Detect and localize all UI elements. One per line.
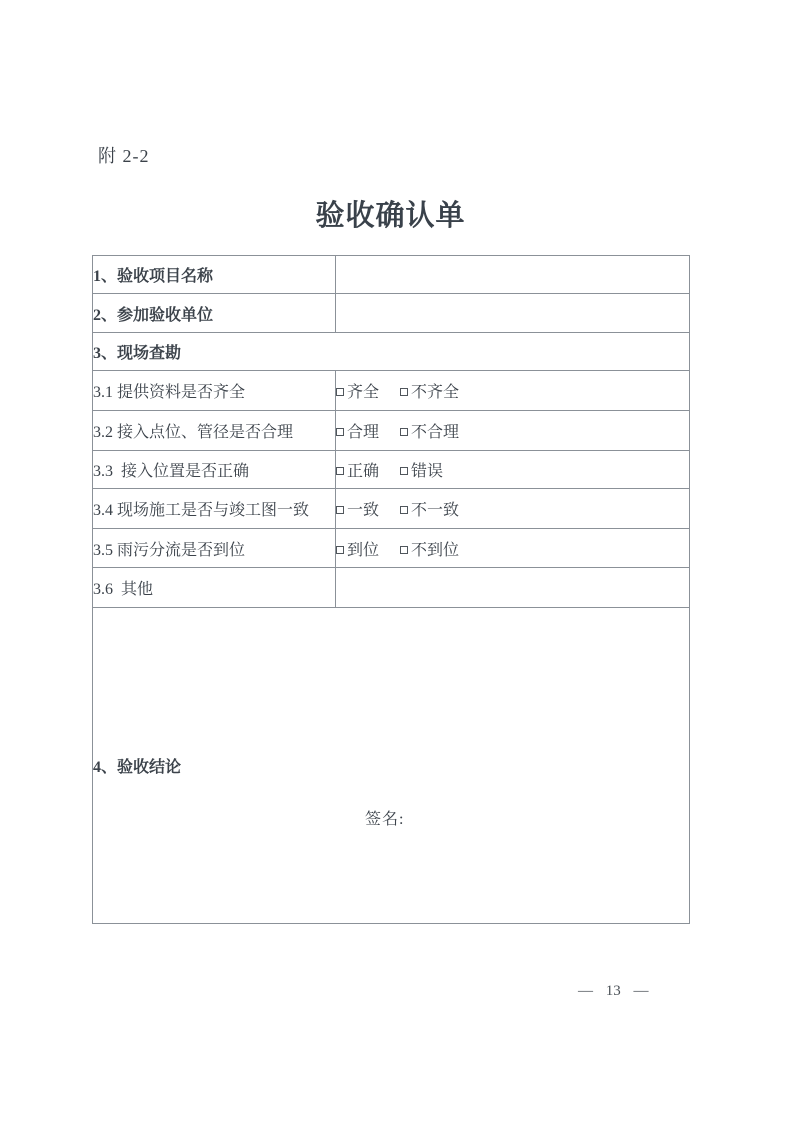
checkbox-option bbox=[400, 424, 459, 441]
checkbox-icon bbox=[400, 428, 408, 436]
checkbox-option bbox=[400, 542, 459, 559]
option-label: 不一致 bbox=[411, 502, 460, 519]
row-label-cell bbox=[93, 529, 336, 568]
attachment-label: 附 2-2 bbox=[98, 146, 150, 166]
checkbox-icon bbox=[336, 428, 344, 436]
table-row bbox=[93, 294, 690, 333]
row-value-cell bbox=[336, 371, 690, 411]
conclusion-cell bbox=[93, 608, 690, 924]
row-value-cell bbox=[336, 294, 690, 333]
row-label: 3.6 其他 bbox=[93, 581, 154, 598]
option-label: 错误 bbox=[411, 463, 444, 480]
row-label: 3、现场查勘 bbox=[93, 345, 182, 362]
option-label: 不齐全 bbox=[411, 384, 460, 401]
checkbox-icon bbox=[400, 506, 408, 514]
form-title: 验收确认单 bbox=[315, 200, 466, 232]
row-label-cell bbox=[93, 256, 336, 294]
table-row bbox=[93, 451, 690, 489]
row-value-cell bbox=[336, 489, 690, 529]
row-value-cell bbox=[336, 451, 690, 489]
row-label: 3.5 雨污分流是否到位 bbox=[93, 541, 246, 559]
option-label: 一致 bbox=[347, 502, 380, 519]
row-label-cell bbox=[93, 371, 336, 411]
row-value-cell bbox=[336, 256, 690, 294]
checkbox-icon bbox=[400, 546, 408, 554]
row-label: 3.1 提供资料是否齐全 bbox=[93, 384, 246, 401]
checkbox-icon bbox=[400, 467, 408, 475]
row-label-cell bbox=[93, 568, 336, 608]
checkbox-icon bbox=[336, 467, 344, 475]
option-label: 正确 bbox=[347, 463, 380, 480]
table-row bbox=[93, 489, 690, 529]
table-row bbox=[93, 333, 690, 371]
row-label: 3.3 接入位置是否正确 bbox=[93, 463, 250, 480]
checkbox-option bbox=[400, 463, 443, 480]
checkbox-icon bbox=[336, 506, 344, 514]
option-label: 到位 bbox=[347, 541, 380, 559]
signature-label: 签名: bbox=[365, 811, 405, 828]
checkbox-icon bbox=[400, 388, 408, 396]
option-label: 不合理 bbox=[411, 424, 460, 441]
checkbox-option bbox=[336, 463, 379, 480]
checkbox-icon bbox=[336, 388, 344, 396]
table-row bbox=[93, 529, 690, 568]
checkbox-option bbox=[336, 542, 379, 559]
row-label: 1、验收项目名称 bbox=[93, 268, 214, 285]
row-value-cell bbox=[336, 568, 690, 608]
checkbox-option bbox=[336, 384, 379, 401]
row-label-cell bbox=[93, 489, 336, 529]
row-value-cell bbox=[336, 411, 690, 451]
table-row bbox=[93, 256, 690, 294]
option-label: 合理 bbox=[347, 424, 380, 441]
row-label: 4、验收结论 bbox=[93, 759, 182, 776]
option-label: 齐全 bbox=[347, 384, 380, 401]
checkbox-option bbox=[400, 502, 459, 519]
acceptance-form-table bbox=[92, 255, 690, 924]
row-label-cell bbox=[93, 294, 336, 333]
row-label: 2、参加验收单位 bbox=[93, 306, 214, 324]
table-row bbox=[93, 608, 690, 924]
row-value-cell bbox=[336, 529, 690, 568]
table-row bbox=[93, 411, 690, 451]
row-label-cell bbox=[93, 411, 336, 451]
checkbox-option bbox=[336, 424, 379, 441]
section-header-cell bbox=[93, 333, 690, 371]
option-label: 不到位 bbox=[411, 541, 460, 559]
row-label: 3.2 接入点位、管径是否合理 bbox=[93, 424, 294, 441]
checkbox-icon bbox=[336, 546, 344, 554]
checkbox-option bbox=[400, 384, 459, 401]
table-row bbox=[93, 371, 690, 411]
table-row bbox=[93, 568, 690, 608]
row-label: 3.4 现场施工是否与竣工图一致 bbox=[93, 502, 310, 519]
row-label-cell bbox=[93, 451, 336, 489]
checkbox-option bbox=[336, 502, 379, 519]
page-number: — 13 — bbox=[578, 983, 649, 999]
